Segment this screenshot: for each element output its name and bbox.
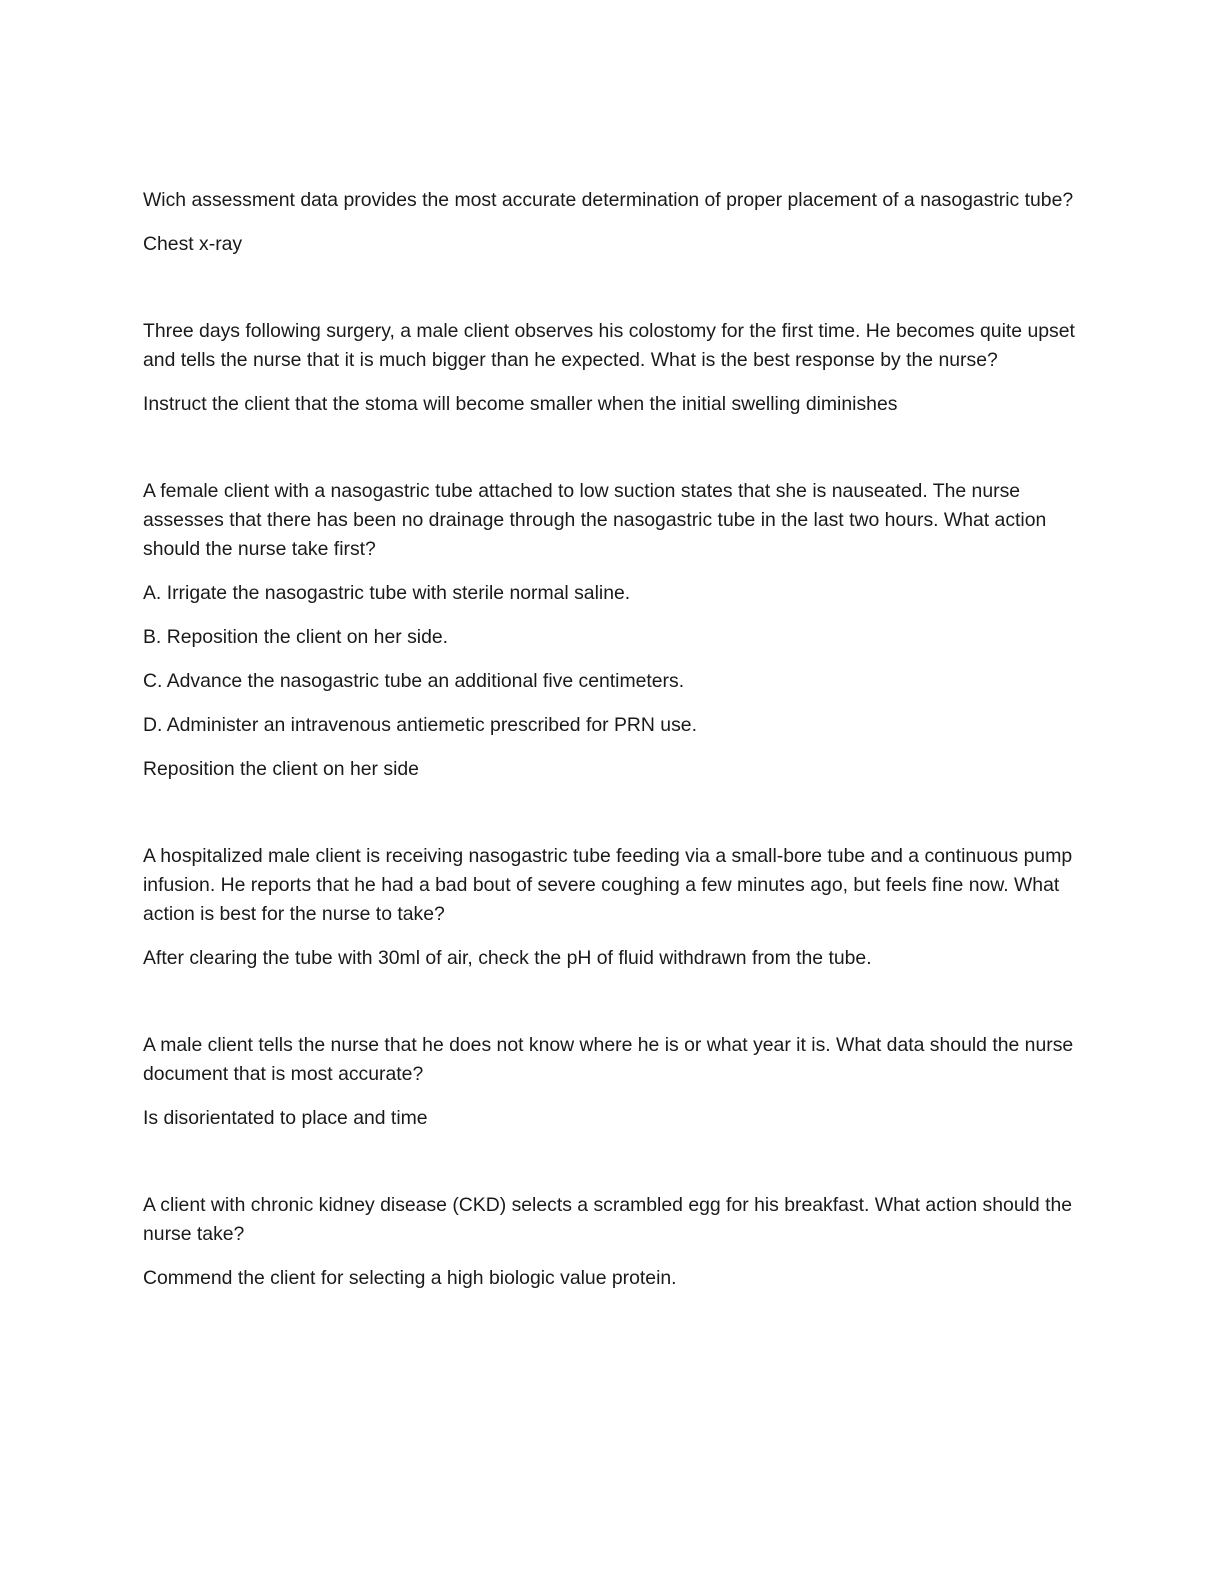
option-c: C. Advance the nasogastric tube an additional five centimeters. bbox=[143, 670, 685, 692]
answer-text: Chest x-ray bbox=[143, 233, 243, 255]
question-block-3 bbox=[143, 477, 1078, 784]
answer-text: Commend the client for selecting a high biologic value protein. bbox=[143, 1267, 677, 1289]
question-block-4 bbox=[143, 842, 1078, 973]
option-d: D. Administer an intravenous antiemetic prescribed for PRN use. bbox=[143, 714, 697, 736]
answer-text: Instruct the client that the stoma will become smaller when the initial swelling diminishes bbox=[143, 393, 898, 415]
document-page bbox=[143, 186, 1078, 1293]
question-block-5 bbox=[143, 1031, 1078, 1133]
option-b: B. Reposition the client on her side. bbox=[143, 626, 449, 648]
answer-text: After clearing the tube with 30ml of air, check the pH of fluid withdrawn from the tube. bbox=[143, 947, 872, 969]
answer-text: Is disorientated to place and time bbox=[143, 1107, 428, 1129]
question-text: A client with chronic kidney disease (CKD) selects a scrambled egg for his breakfast. What action should the nurse take? bbox=[143, 1194, 1073, 1245]
question-block-2 bbox=[143, 317, 1078, 419]
option-a: A. Irrigate the nasogastric tube with sterile normal saline. bbox=[143, 582, 631, 604]
question-text: Three days following surgery, a male client observes his colostomy for the first time. He becomes quite upset and tells the nurse that it is much bigger than he expected. What is the best response by the nurse? bbox=[143, 320, 1075, 371]
question-block-1 bbox=[143, 186, 1078, 259]
question-text: Wich assessment data provides the most accurate determination of proper placement of a nasogastric tube? bbox=[143, 189, 1074, 211]
answer-text: Reposition the client on her side bbox=[143, 758, 419, 780]
question-text: A male client tells the nurse that he does not know where he is or what year it is. What data should the nurse document that is most accurate? bbox=[143, 1034, 1074, 1085]
question-text: A hospitalized male client is receiving nasogastric tube feeding via a small-bore tube and a continuous pump infusion. He reports that he had a bad bout of severe coughing a few minutes ago, but feels fine now. What action is best for the nurse to take? bbox=[143, 845, 1073, 925]
question-block-6 bbox=[143, 1191, 1078, 1293]
question-text: A female client with a nasogastric tube attached to low suction states that she is nauseated. The nurse assesses that there has been no drainage through the nasogastric tube in the last two hours. What action should the nurse take first? bbox=[143, 480, 1047, 560]
